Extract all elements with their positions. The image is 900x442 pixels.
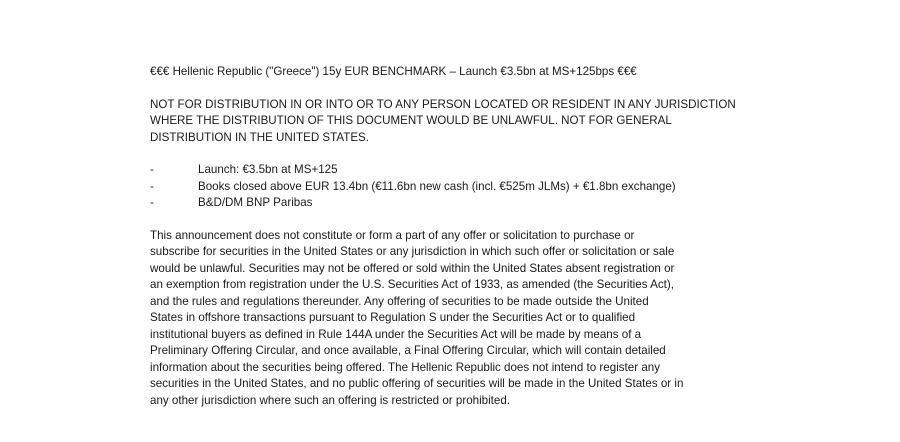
disclaimer-line: subscribe for securities in the United States or any jurisdiction in which such offer or solicitation or sale — [150, 245, 675, 258]
disclaimer-line: would be unlawful. Securities may not be offered or sold within the United States absent registration or — [150, 261, 675, 275]
bullet-dash: - — [150, 196, 154, 209]
bullet-dash: - — [150, 163, 154, 176]
disclaimer-paragraph — [150, 228, 730, 410]
disclaimer-line: institutional buyers as defined in Rule 144A under the Securities Act will be made by means of a — [150, 327, 642, 341]
books-term: Books closed above EUR 13.4bn (€11.6bn new cash (incl. €525m JLMs) + €1.8bn exchange) — [198, 179, 676, 193]
list-item — [150, 195, 750, 212]
disclaimer-line: an exemption from registration under the U.S. Securities Act of 1933, as amended (the Securities Act), — [150, 278, 674, 291]
document-page — [150, 64, 750, 409]
disclaimer-line: This announcement does not constitute or form a part of any offer or solicitation to purchase or — [150, 228, 635, 242]
document-title: €€€ Hellenic Republic ("Greece") 15y EUR BENCHMARK – Launch €3.5bn at MS+125bps €€€ — [150, 65, 637, 78]
disclaimer-line: Preliminary Offering Circular, and once available, a Final Offering Circular, which will contain detailed — [150, 344, 666, 357]
disclaimer-line: any other jurisdiction where such an offering is restricted or prohibited. — [150, 393, 511, 407]
terms-list — [150, 162, 750, 212]
bullet-dash: - — [150, 179, 154, 193]
disclaimer-line: securities in the United States, and no public offering of securities will be made in the United States or in — [150, 377, 684, 390]
notice-line: NOT FOR DISTRIBUTION IN OR INTO OR TO ANY PERSON LOCATED OR RESIDENT IN ANY JURISDICTION — [150, 97, 736, 111]
bookrunner-term: B&D/DM BNP Paribas — [198, 196, 313, 209]
list-item — [150, 162, 750, 179]
notice-line: WHERE THE DISTRIBUTION OF THIS DOCUMENT WOULD BE UNLAWFUL. NOT FOR GENERAL — [150, 114, 672, 127]
launch-term: Launch: €3.5bn at MS+125 — [198, 163, 338, 176]
disclaimer-line: and the rules and regulations thereunder. Any offering of securities to be made outside the United — [150, 294, 649, 308]
disclaimer-line: States in offshore transactions pursuant to Regulation S under the Securities Act or to qualified — [150, 311, 636, 324]
disclaimer-line: information about the securities being offered. The Hellenic Republic does not intend to register any — [150, 360, 661, 374]
distribution-notice — [150, 97, 736, 147]
notice-line: DISTRIBUTION IN THE UNITED STATES. — [150, 130, 370, 144]
list-item — [150, 179, 750, 196]
